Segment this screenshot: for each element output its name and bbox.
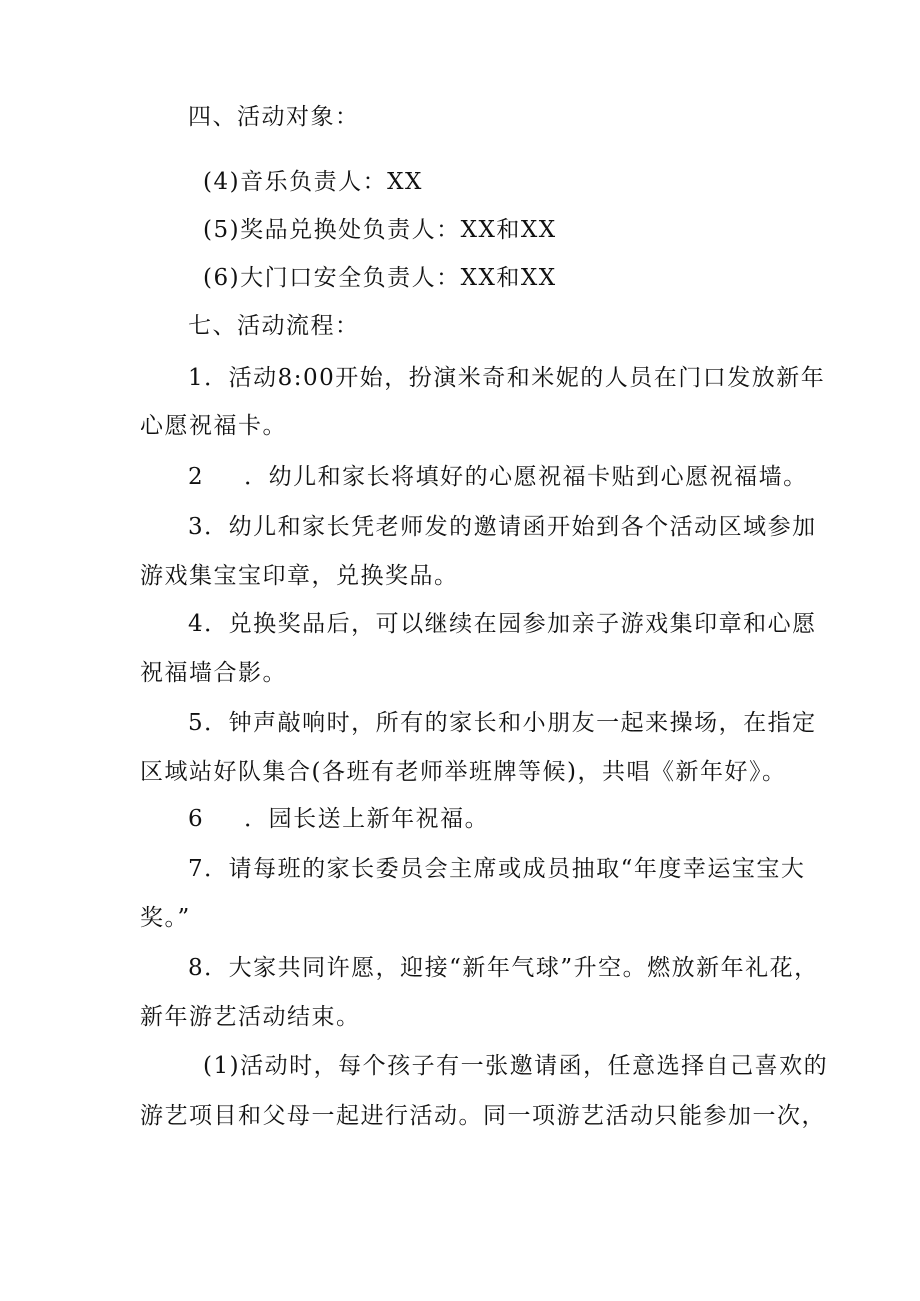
step-1-line-1: 1．活动8:00开始，扮演米奇和米妮的人员在门口发放新年 [188, 365, 826, 391]
step-8-line-2: 新年游艺活动结束。 [140, 1004, 361, 1030]
step-7-line-1: 7．请每班的家长委员会主席或成员抽取“年度幸运宝宝大 [188, 856, 806, 882]
step-7-line-2: 奖。” [140, 905, 191, 931]
step-5-line-1: 5．钟声敲响时，所有的家长和小朋友一起来操场，在指定 [188, 710, 817, 736]
step-3-line-2: 游戏集宝宝印章，兑换奖品。 [140, 563, 459, 589]
section-heading-activity-target: 四、活动对象： [188, 104, 360, 130]
step-2-text: ．幼儿和家长将填好的心愿祝福卡贴到心愿祝福墙。 [244, 464, 808, 490]
step-2-number: 2 [188, 464, 205, 490]
step-5-line-2: 区域站好队集合(各班有老师举班牌等候)，共唱《新年好》。 [140, 759, 787, 785]
step-4-line-2: 祝福墙合影。 [140, 660, 287, 686]
step-8-line-1: 8．大家共同许愿，迎接“新年气球”升空。燃放新年礼花， [188, 955, 819, 981]
step-1-line-2: 心愿祝福卡。 [140, 413, 287, 439]
note-1-line-2: 游艺项目和父母一起进行活动。同一项游艺活动只能参加一次， [140, 1103, 826, 1129]
staff-item-gate-safety: (6)大门口安全负责人：XX和XX [203, 265, 557, 291]
note-1-line-1: (1)活动时，每个孩子有一张邀请函，任意选择自己喜欢的 [203, 1053, 829, 1079]
section-heading-activity-flow: 七、活动流程： [188, 313, 360, 339]
staff-item-music: (4)音乐负责人：XX [203, 169, 423, 195]
step-2 [188, 462, 808, 492]
step-3-line-1: 3．幼儿和家长凭老师发的邀请函开始到各个活动区域参加 [188, 514, 817, 540]
step-6-text: ．园长送上新年祝福。 [244, 806, 490, 832]
step-6-number: 6 [188, 806, 205, 832]
staff-item-prize-exchange: (5)奖品兑换处负责人：XX和XX [203, 217, 557, 243]
step-4-line-1: 4．兑换奖品后，可以继续在园参加亲子游戏集印章和心愿 [188, 611, 817, 637]
step-6 [188, 804, 489, 834]
